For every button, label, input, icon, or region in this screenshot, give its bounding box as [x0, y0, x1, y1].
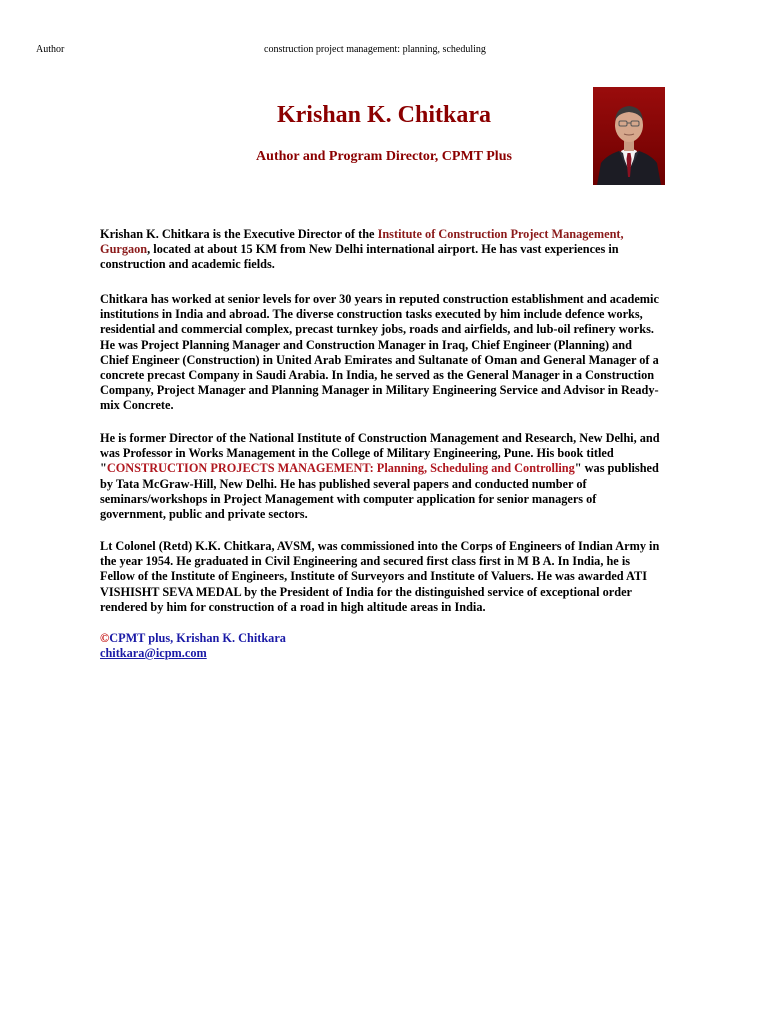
page-title: Krishan K. Chitkara — [276, 102, 492, 128]
intro-text-end: , located at about 15 KM from New Delhi international airport. He has vast experiences in construction and academic fields. — [100, 242, 619, 272]
header-author-label: Author — [36, 44, 65, 55]
book-title: CONSTRUCTION PROJECTS MANAGEMENT: Planning, Scheduling and Controlling — [106, 461, 575, 476]
copyright-symbol: © — [100, 631, 110, 645]
academic-text-start: He is former Director of the National Institute of Construction Management and Research, New Delhi, and was Professor in Works Management in the College of Military Engineering, Pune. His book titled " — [100, 431, 660, 476]
bio-paragraph-experience: Chitkara has worked at senior levels for over 30 years in reputed construction establishment and academic institutions in India and abroad. The diverse construction tasks executed by him include defence works, residential and commercial complex, precast turnkey jobs, roads and airfields, and lub-oil refinery works. He was Project Planning Manager and Construction Manager in Iraq, Chief Engineer (Planning) and Chief Engineer (Construction) in United Arab Emirates and Sultanate of Oman and General Manager of a concrete precast Company in Saudi Arabia. In India, he served as the General Manager in a Construction Company, Project Manager and Planning Manager in Military Engineering Service and Advisor in Ready-mix Concrete. — [100, 292, 659, 413]
page-subtitle: Author and Program Director, CPMT Plus — [256, 149, 512, 164]
bio-paragraph-military: Lt Colonel (Retd) K.K. Chitkara, AVSM, was commissioned into the Corps of Engineers of Indian Army in the year 1954. He graduated in Civil Engineering and secured first class first in M B A. In India, he is Fellow of the Institute of Engineers, Institute of Surveyors and Institute of Valuers. He was awarded ATI VISHISHT SEVA MEDAL by the President of India for the distinguished service of exceptional order rendered by him for construction of a road in high altitude areas in India. — [100, 539, 660, 614]
header-document-title: construction project management: planning, scheduling — [264, 44, 486, 55]
copyright-line — [100, 631, 286, 646]
academic-text-end: " was published by Tata McGraw-Hill, New Delhi. He has published several papers and conducted number of seminars/workshops in Project Management with computer application for senior managers of government, public and private sectors. — [100, 461, 659, 522]
bio-paragraph-intro — [100, 227, 660, 273]
copyright-text: CPMT plus, Krishan K. Chitkara — [109, 631, 286, 645]
email-link[interactable]: chitkara@icpm.com — [100, 646, 207, 660]
bio-paragraph-academic — [100, 431, 660, 522]
intro-text-start: Krishan K. Chitkara is the Executive Director of the — [100, 227, 378, 241]
institute-link[interactable]: Institute of Construction Project Management, Gurgaon — [100, 227, 624, 257]
portrait-icon — [593, 87, 665, 185]
author-portrait-photo — [593, 87, 665, 185]
